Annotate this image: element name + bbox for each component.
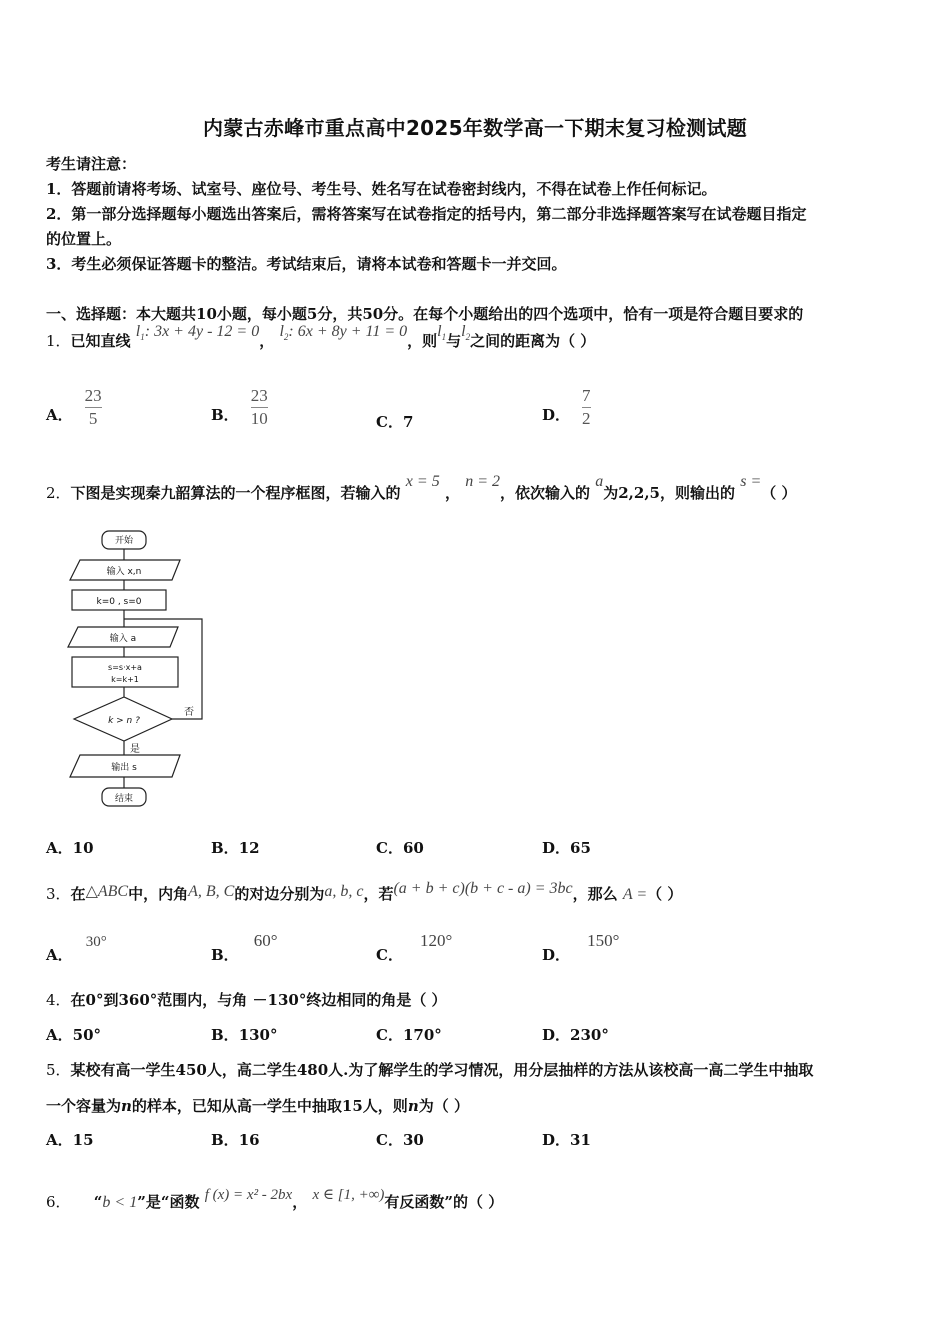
flowchart <box>60 525 220 815</box>
option-b[interactable]: B．130° <box>211 1026 278 1044</box>
formula-f: f (x) = x² - 2bx <box>204 1187 293 1203</box>
option-d[interactable]: D． 150° <box>542 931 620 964</box>
formula-x: x = 5 <box>405 473 440 490</box>
option-d[interactable]: D． $\frac{7}{2}$ <box>542 386 591 428</box>
option-b[interactable]: B． $\frac{23}{10}$ <box>211 386 268 428</box>
formula-s: s = <box>740 473 762 490</box>
formula-b: b < 1 <box>102 1194 138 1211</box>
question-3: 3．在△ABC中，内角A, B, C的对边分别为a, b, c，若(a + b + c)(b + c - a) = 3bc，那么 A =（ ） <box>46 880 683 903</box>
option-a[interactable]: A．10 <box>46 839 94 857</box>
notice-item: 1．答题前请将考场、试室号、座位号、考生号、姓名写在试卷密封线内，不得在试卷上作任何标记。 <box>46 180 717 198</box>
option-b[interactable]: B．16 <box>211 1131 260 1149</box>
formula-a: a <box>595 473 604 490</box>
question-2: 2．下图是实现秦九韶算法的一个程序框图，若输入的 x = 5 ， n = 2，依次输入的 a为2,2,5，则输出的 s =（ ） <box>46 473 797 502</box>
formula-sides: a, b, c <box>324 883 364 900</box>
formula-domain: x ∈ [1, +∞) <box>312 1187 385 1203</box>
option-d[interactable]: D．31 <box>542 1131 591 1149</box>
option-c[interactable]: C．30 <box>376 1131 424 1149</box>
option-d[interactable]: D．65 <box>542 839 591 857</box>
flow-start-label: 开始 <box>114 536 134 546</box>
formula-l1: $l_1$: 3x + 4y - 12 = 0 <box>135 323 260 343</box>
option-c[interactable]: C．60 <box>376 839 424 857</box>
question-5: 5．某校有高一学生450人，高二学生480人.为了解学生的学习情况，用分层抽样的方法从该校高一高二学生中抽取 <box>46 1061 814 1079</box>
formula-angles: A, B, C <box>188 883 235 900</box>
page-title: 内蒙古赤峰市重点高中2025年数学高一下期末复习检测试题 <box>202 116 748 140</box>
flow-decision-label: k > n ? <box>108 716 140 726</box>
option-c[interactable]: C． 120° <box>376 931 453 964</box>
formula-triangle: △ABC <box>85 883 129 900</box>
formula-l2-ref: $l_2$ <box>461 323 471 343</box>
option-a[interactable]: A． $\frac{23}{5}$ <box>46 386 102 428</box>
option-a[interactable]: A． 30° <box>46 934 107 964</box>
formula-condition: (a + b + c)(b + c - a) = 3bc <box>393 880 573 897</box>
option-a[interactable]: A．50° <box>46 1026 102 1044</box>
option-c[interactable]: C．170° <box>376 1026 442 1044</box>
notice-item: 2．第一部分选择题每小题选出答案后，需将答案写在试卷指定的括号内，第二部分非选择题答案写在试卷题目指定 <box>46 205 807 223</box>
option-b[interactable]: B．12 <box>211 839 260 857</box>
flow-init-label: k=0 , s=0 <box>96 597 142 607</box>
question-text: 已知直线 <box>70 332 131 350</box>
notice-heading: 考生请注意： <box>46 155 137 173</box>
question-number: 1． <box>46 332 71 350</box>
notice-item: 3．考生必须保证答题卡的整洁。考试结束后，请将本试卷和答题卡一并交回。 <box>46 255 567 273</box>
question-5-line-2: 一个容量为n的样本，已知从高一学生中抽取15人，则n为（ ） <box>46 1097 469 1115</box>
notice-item: 的位置上。 <box>46 230 122 248</box>
option-a[interactable]: A．15 <box>46 1131 94 1149</box>
flow-input-a-label: 输入 a <box>109 634 137 644</box>
flow-output-label: 输出 s <box>111 763 137 773</box>
flow-yes-label: 是 <box>130 744 140 755</box>
question-4: 4．在0°到360°范围内，与角 －130°终边相同的角是（ ） <box>46 991 447 1009</box>
formula-l2: $l_2$: 6x + 8y + 11 = 0 <box>279 323 408 343</box>
option-b[interactable]: B． 60° <box>211 931 278 964</box>
option-d[interactable]: D．230° <box>542 1026 609 1044</box>
formula-n: n = 2 <box>465 473 500 490</box>
formula-l1-ref: $l_1$ <box>437 323 447 343</box>
option-c[interactable]: C．7 <box>376 413 414 431</box>
flow-end-label: 结束 <box>114 794 134 804</box>
formula-A: A = <box>622 886 648 903</box>
question-1: 1．已知直线 $l_1$: 3x + 4y - 12 = 0， $l_2$: 6x + 8y + 11 = 0，则$l_1$与$l_2$之间的距离为（ ） <box>46 323 596 350</box>
section-heading: 一、选择题：本大题共10小题，每小题5分，共50分。在每个小题给出的四个选项中，恰有一项是符合题目要求的 <box>46 305 804 323</box>
flow-calc-label-2: k=k+1 <box>111 675 139 684</box>
flow-input-xn-label: 输入 x,n <box>106 567 142 577</box>
flow-no-label: 否 <box>184 707 194 718</box>
question-6: 6． “b < 1”是“函数 f (x) = x² - 2bx， x ∈ [1, +∞)有反函数”的（ ） <box>46 1187 504 1211</box>
flow-calc-label-1: s=s·x+a <box>108 663 142 672</box>
